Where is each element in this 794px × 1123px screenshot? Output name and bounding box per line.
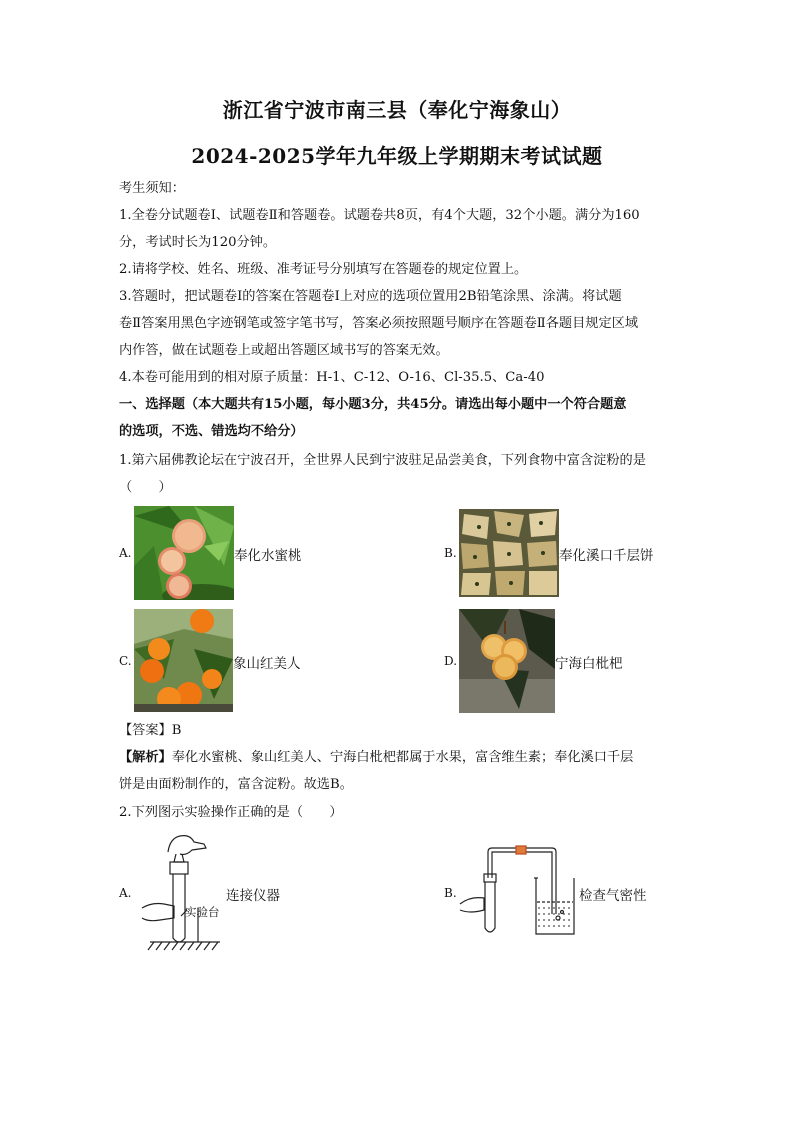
q1-option-a-label: A. [119,546,132,560]
q1-option-b-label: B. [444,546,457,560]
notice-heading: 考生须知： [119,181,185,196]
section1-heading-b: 的选项，不选、错选均不给分） [119,424,304,439]
q1-option-a-name: 奉化水蜜桃 [234,548,302,564]
orange-photo [134,609,233,712]
q2-option-a-name: 连接仪器 [226,888,280,904]
page-subtitle: 2024-2025学年九年级上学期期末考试试题 [191,144,603,168]
connect-apparatus-diagram [140,832,230,952]
notice-item-3c: 内作答，做在试题卷上或超出答题区域书写的答案无效。 [119,343,449,358]
notice-item-2: 2.请将学校、姓名、班级、准考证号分别填写在答题卷的规定位置上。 [119,262,528,277]
loquat-photo [459,609,555,713]
q2-stem: 2.下列图示实验操作正确的是（ ） [119,805,343,820]
page-title: 浙江省宁波市南三县（奉化宁海象山） [222,98,572,122]
q2-option-a-label: A. [119,886,132,900]
q1-option-d-label: D. [444,654,458,668]
q1-option-b-name: 奉化溪口千层饼 [559,548,654,564]
q1-answer: 【答案】B [119,723,182,738]
analysis-text-a: 奉化水蜜桃、象山红美人、宁海白枇杷都属于水果，富含维生素；奉化溪口千层 [171,750,634,765]
q1-option-c-label: C. [119,654,132,668]
notice-item-1b: 分，考试时长为120分钟。 [119,235,277,250]
peach-photo [134,506,234,600]
airtightness-check-diagram [458,838,576,938]
q1-stem-b: （ ） [119,480,172,495]
analysis-tag: 【解析】 [119,750,172,765]
notice-item-1a: 1.全卷分试题卷Ⅰ、试题卷Ⅱ和答题卷。试题卷共8页，有4个大题，32个小题。满分为160 [119,208,640,223]
q1-stem-a: 1.第六届佛教论坛在宁波召开，全世界人民到宁波驻足品尝美食，下列食物中富含淀粉的是 [119,453,646,468]
q1-option-c-name: 象山红美人 [233,656,301,672]
q2-option-b-label: B. [444,886,457,900]
section1-heading-a: 一、选择题（本大题共有15小题，每小题3分，共45分。请选出每小题中一个符合题意 [119,397,627,412]
layer-cake-photo [459,509,559,597]
q1-option-d-name: 宁海白枇杷 [555,656,623,672]
notice-item-3a: 3.答题时，把试题卷Ⅰ的答案在答题卷Ⅰ上对应的选项位置用2B铅笔涂黑、涂满。将试题 [119,289,622,304]
notice-item-3b: 卷Ⅱ答案用黑色字迹钢笔或签字笔书写，答案必须按照题号顺序在答题卷Ⅱ各题目规定区域 [119,316,639,331]
q2-option-b-name: 检查气密性 [579,888,647,904]
q1-analysis-b: 饼是由面粉制作的，富含淀粉。故选B。 [119,777,353,792]
notice-item-4: 4.本卷可能用到的相对原子质量：H-1、C-12、O-16、Cl-35.5、Ca-40 [119,370,545,385]
lab-bench-label: 实验台 [185,905,220,919]
q1-analysis-a [119,749,679,767]
